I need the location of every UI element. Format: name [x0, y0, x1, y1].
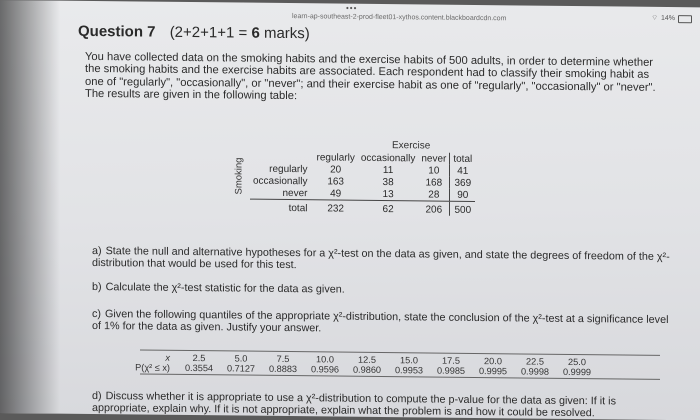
- table-cell: 62: [358, 200, 418, 215]
- quantile-cell: 5.0: [234, 353, 248, 364]
- quantile-cell: 0.7127: [226, 363, 256, 374]
- quantile-cell: 0.9985: [436, 365, 466, 376]
- table-cell: 20: [330, 163, 342, 176]
- table-cell: 206: [418, 201, 450, 216]
- quantile-cell: 2.5: [192, 353, 206, 364]
- quantile-cell: 22.5: [526, 356, 544, 367]
- row-label: total: [250, 199, 313, 214]
- question-marks: (2+2+1+1 = 6 marks): [169, 23, 310, 43]
- table-cell: 163: [327, 175, 344, 188]
- part-a: a) State the null and alternative hypotheses for a χ²-test on the data as given, and state the degrees of freedom of the χ²-distribution that would be used for this test.: [92, 244, 670, 272]
- table-cell: 41: [450, 165, 475, 177]
- quantile-cell: 0.9998: [520, 366, 550, 377]
- quantile-cell: 20.0: [484, 356, 502, 367]
- quantile-cell: 15.0: [400, 355, 418, 366]
- quantile-cell: 0.9953: [394, 365, 424, 376]
- question-intro: You have collected data on the smoking habits and the exercise habits of 500 adults, in order to determine whether the smoking habits and the exercise habits are associated. Each respondent had to classify their smoking habit as one of "regularly", "occasionally", or "never"; and their exercise habit as one of "regularly", "occasionally" or "never". The results are given in the following table:: [85, 50, 656, 103]
- edge-shadow: [0, 0, 60, 413]
- quantile-cell: 17.5: [442, 355, 460, 366]
- quantile-cell: 0.3554: [184, 362, 214, 374]
- tab-dots[interactable]: •••: [346, 3, 358, 13]
- table-total-row: [250, 199, 475, 216]
- table-cell: 28: [428, 188, 440, 201]
- row-label: occasionally: [253, 175, 308, 187]
- quantile-cell: 12.5: [358, 354, 376, 365]
- col-header: occasionally: [360, 152, 416, 164]
- quantile-cell: 10.0: [316, 354, 334, 365]
- table-cell: 10: [428, 164, 440, 177]
- col-header: total: [450, 153, 475, 165]
- quantile-cell: 25.0: [568, 356, 586, 368]
- table-cell: 232: [313, 200, 357, 215]
- part-d: d) Discuss whether it is appropriate to use a χ²-distribution to compute the p-value for the data as given: If it is appropriate, explain why. If it is not appropriate, explain what the problem is and how it could be resolved.: [92, 389, 616, 420]
- battery-icon: [678, 15, 692, 23]
- part-b: b) Calculate the χ²-test statistic for the data as given.: [92, 280, 345, 296]
- table-cell: 49: [330, 187, 342, 200]
- status-icons: [651, 14, 692, 23]
- quantile-cell: 0.9995: [478, 366, 508, 377]
- part-c: c) Given the following quantiles of the appropriate χ²-distribution, state the conclusion of the χ²-test at a significance level of 1% for the data as given. Justify your answer.: [92, 307, 669, 335]
- p-header: P(χ² ≤ x): [135, 362, 170, 373]
- wifi-icon: ⌔: [651, 14, 658, 22]
- quantile-cell: 0.8883: [268, 363, 298, 375]
- col-header: never: [421, 152, 447, 165]
- table-cell: 13: [382, 188, 394, 200]
- table-cell: 168: [425, 176, 443, 189]
- table-cell: 90: [450, 189, 475, 202]
- contingency-table: [232, 138, 532, 237]
- quantile-cell: 0.9860: [352, 364, 382, 375]
- col-header: regularly: [316, 151, 355, 164]
- table-cell: 11: [382, 164, 394, 176]
- exercise-header: Exercise: [392, 140, 431, 152]
- row-label: never: [282, 187, 308, 199]
- url-bar[interactable]: learn-ap-southeast-2-prod-fleet01-xythos.content.blackboardcdn.com: [292, 13, 507, 23]
- browser-status-bar: [0, 2, 700, 25]
- battery-percent: 14%: [660, 14, 675, 23]
- row-label: regularly: [269, 163, 308, 175]
- table-cell: 369: [450, 177, 475, 189]
- quantile-cell: 0.9999: [562, 366, 592, 378]
- quantile-table: [135, 349, 660, 379]
- table-cell: 500: [450, 201, 475, 216]
- x-header: x: [165, 352, 170, 363]
- smoking-side-label: Smoking: [233, 157, 245, 195]
- data-table: [250, 151, 475, 216]
- question-title: [78, 23, 310, 42]
- quantile-cell: 7.5: [276, 353, 290, 365]
- question-number: Question 7: [78, 22, 156, 41]
- table-cell: 38: [382, 176, 394, 188]
- quantile-cell: 0.9596: [310, 364, 340, 375]
